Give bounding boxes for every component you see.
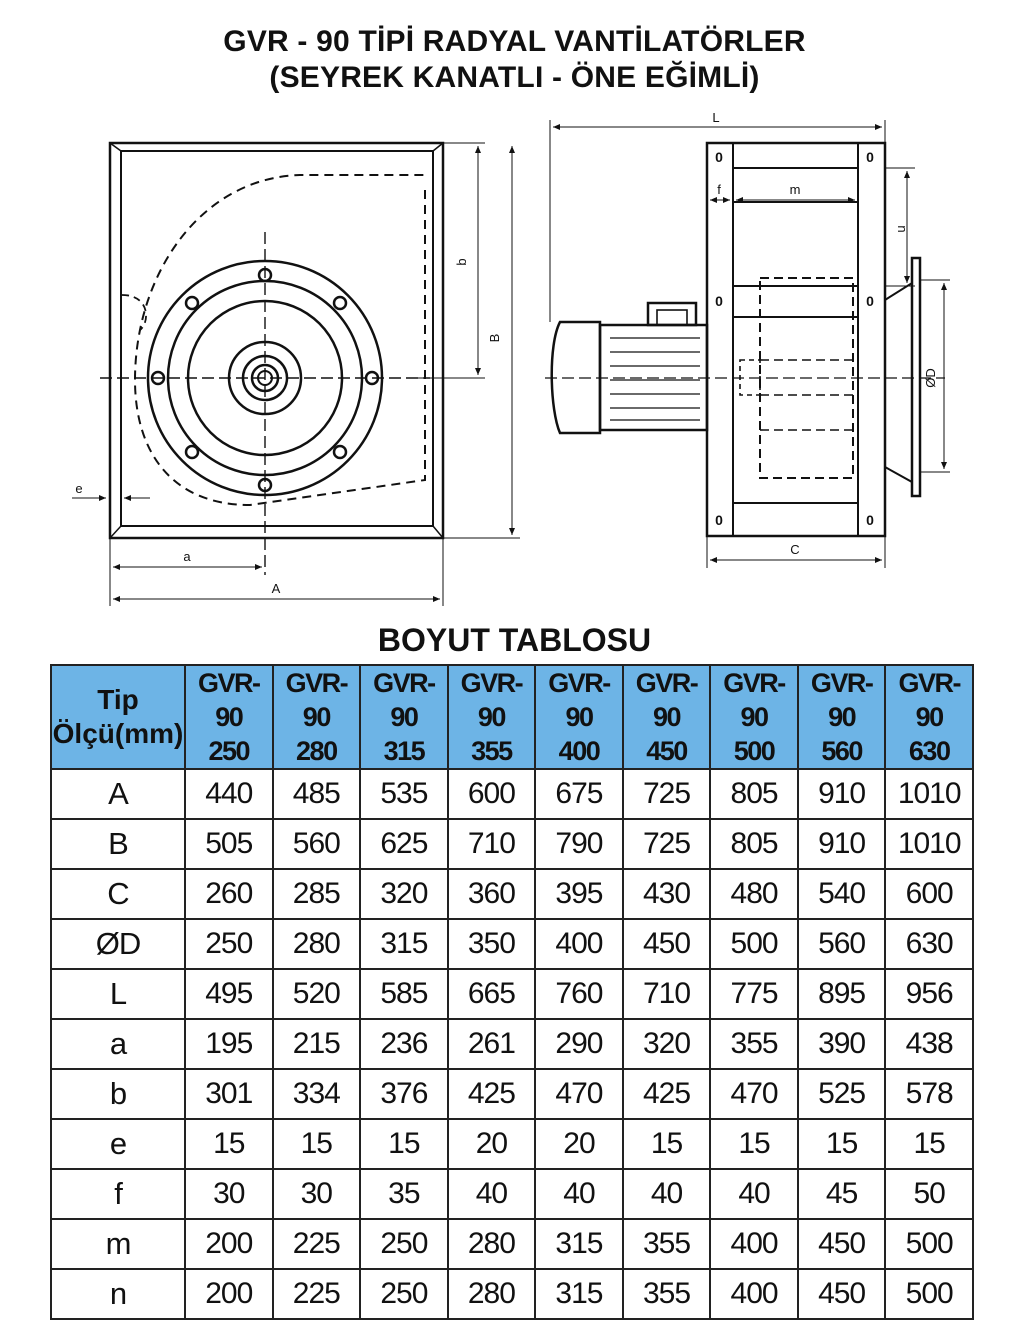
header-cell-model xyxy=(535,665,623,769)
table-cell: 395 xyxy=(535,869,623,919)
table-cell: 350 xyxy=(448,919,536,969)
table-cell: 285 xyxy=(273,869,361,919)
table-cell: 480 xyxy=(710,869,798,919)
table-row xyxy=(51,1269,973,1319)
header-cell-model xyxy=(448,665,536,769)
dim-b-label: b xyxy=(454,258,469,266)
table-cell: 895 xyxy=(798,969,886,1019)
table-header xyxy=(51,665,973,769)
model-size: 630 xyxy=(908,736,950,766)
table-cell: 15 xyxy=(710,1119,798,1169)
table-cell: 500 xyxy=(885,1269,973,1319)
bolt-marker: 0 xyxy=(866,149,874,165)
table-cell: 578 xyxy=(885,1069,973,1119)
model-name: GVR-90 xyxy=(548,668,610,732)
table-cell: 236 xyxy=(360,1019,448,1069)
dim-L-label: L xyxy=(712,110,720,125)
table-cell: 225 xyxy=(273,1269,361,1319)
table-cell: 560 xyxy=(798,919,886,969)
table-cell: 500 xyxy=(710,919,798,969)
model-name: GVR-90 xyxy=(285,668,348,732)
table-row xyxy=(51,869,973,919)
model-size: 250 xyxy=(208,736,250,766)
table-cell: 360 xyxy=(448,869,536,919)
dimension-table xyxy=(50,664,974,1320)
row-label: A xyxy=(51,769,185,819)
table-cell: 1010 xyxy=(885,819,973,869)
header-cell-model xyxy=(185,665,273,769)
table-row xyxy=(51,1219,973,1269)
header-cell-model xyxy=(798,665,886,769)
side-view xyxy=(545,120,950,568)
row-label: a xyxy=(51,1019,185,1069)
header-cell-model xyxy=(360,665,448,769)
table-cell: 280 xyxy=(448,1269,536,1319)
table-cell: 200 xyxy=(185,1219,273,1269)
table-body xyxy=(51,769,973,1319)
header-cell-model xyxy=(710,665,798,769)
table-cell: 600 xyxy=(885,869,973,919)
dim-e-label: e xyxy=(75,481,83,496)
table-cell: 425 xyxy=(623,1069,711,1119)
model-size: 450 xyxy=(646,736,687,766)
table-cell: 725 xyxy=(623,819,711,869)
table-cell: 280 xyxy=(448,1219,536,1269)
table-cell: 400 xyxy=(710,1219,798,1269)
table-cell: 376 xyxy=(360,1069,448,1119)
bolt-marker: 0 xyxy=(715,293,723,309)
table-cell: 540 xyxy=(798,869,886,919)
table-cell: 600 xyxy=(448,769,536,819)
table-cell: 30 xyxy=(273,1169,361,1219)
model-size: 355 xyxy=(471,736,512,766)
model-size: 500 xyxy=(733,736,775,766)
row-label: L xyxy=(51,969,185,1019)
model-name: GVR-90 xyxy=(810,668,873,732)
table-cell: 450 xyxy=(623,919,711,969)
model-size: 315 xyxy=(383,736,425,766)
bolt-marker: 0 xyxy=(866,293,874,309)
table-cell: 261 xyxy=(448,1019,536,1069)
table-cell: 40 xyxy=(535,1169,623,1219)
table-cell: 760 xyxy=(535,969,623,1019)
table-row xyxy=(51,969,973,1019)
table-cell: 355 xyxy=(623,1219,711,1269)
table-cell: 440 xyxy=(185,769,273,819)
table-cell: 15 xyxy=(273,1119,361,1169)
table-cell: 301 xyxy=(185,1069,273,1119)
row-label: e xyxy=(51,1119,185,1169)
table-row xyxy=(51,769,973,819)
table-cell: 505 xyxy=(185,819,273,869)
model-name: GVR-90 xyxy=(898,668,960,732)
front-view xyxy=(72,143,520,606)
header-unit-label: Ölçü(mm) xyxy=(52,718,184,749)
table-cell: 630 xyxy=(885,919,973,969)
table-cell: 20 xyxy=(448,1119,536,1169)
dim-n-label: n xyxy=(895,225,910,233)
row-label: b xyxy=(51,1069,185,1119)
table-cell: 805 xyxy=(710,819,798,869)
table-cell: 470 xyxy=(535,1069,623,1119)
bolt-marker: 0 xyxy=(715,512,723,528)
page-title: GVR - 90 TİPİ RADYAL VANTİLATÖRLER xyxy=(223,25,806,58)
table-cell: 525 xyxy=(798,1069,886,1119)
table-cell: 315 xyxy=(535,1269,623,1319)
table-cell: 520 xyxy=(273,969,361,1019)
model-name: GVR-90 xyxy=(198,668,260,732)
table-cell: 470 xyxy=(710,1069,798,1119)
table-cell: 1010 xyxy=(885,769,973,819)
table-cell: 30 xyxy=(185,1169,273,1219)
table-cell: 250 xyxy=(360,1219,448,1269)
table-row xyxy=(51,1169,973,1219)
table-cell: 910 xyxy=(798,769,886,819)
model-size: 280 xyxy=(296,736,337,766)
model-name: GVR-90 xyxy=(723,668,785,732)
table-cell: 15 xyxy=(885,1119,973,1169)
table-cell: 790 xyxy=(535,819,623,869)
table-row xyxy=(51,819,973,869)
table-cell: 15 xyxy=(185,1119,273,1169)
table-row xyxy=(51,1069,973,1119)
table-cell: 450 xyxy=(798,1219,886,1269)
table-cell: 805 xyxy=(710,769,798,819)
table-cell: 450 xyxy=(798,1269,886,1319)
table-cell: 585 xyxy=(360,969,448,1019)
row-label: C xyxy=(51,869,185,919)
dim-f-label: f xyxy=(717,182,721,197)
table-cell: 625 xyxy=(360,819,448,869)
model-name: GVR-90 xyxy=(373,668,435,732)
table-cell: 355 xyxy=(623,1269,711,1319)
table-row xyxy=(51,1119,973,1169)
table-cell: 438 xyxy=(885,1019,973,1069)
table-cell: 665 xyxy=(448,969,536,1019)
dim-B-label: B xyxy=(487,333,502,343)
technical-drawing xyxy=(0,0,1029,620)
table-cell: 320 xyxy=(623,1019,711,1069)
table-cell: 20 xyxy=(535,1119,623,1169)
table-cell: 675 xyxy=(535,769,623,819)
table-cell: 334 xyxy=(273,1069,361,1119)
header-cell-model xyxy=(273,665,361,769)
row-label: n xyxy=(51,1269,185,1319)
row-label: f xyxy=(51,1169,185,1219)
header-row xyxy=(51,665,973,769)
dim-C-label: C xyxy=(790,542,800,557)
table-cell: 710 xyxy=(448,819,536,869)
header-cell-model xyxy=(885,665,973,769)
table-cell: 355 xyxy=(710,1019,798,1069)
table-cell: 15 xyxy=(360,1119,448,1169)
bolt-marker: 0 xyxy=(866,512,874,528)
table-cell: 400 xyxy=(535,919,623,969)
table-cell: 535 xyxy=(360,769,448,819)
table-cell: 710 xyxy=(623,969,711,1019)
row-label: ØD xyxy=(51,919,185,969)
table-cell: 425 xyxy=(448,1069,536,1119)
table-row xyxy=(51,919,973,969)
table-cell: 315 xyxy=(360,919,448,969)
model-size: 400 xyxy=(558,736,600,766)
table-cell: 195 xyxy=(185,1019,273,1069)
table-cell: 390 xyxy=(798,1019,886,1069)
table-cell: 45 xyxy=(798,1169,886,1219)
table-cell: 215 xyxy=(273,1019,361,1069)
model-name: GVR-90 xyxy=(635,668,698,732)
header-type-label: Tip xyxy=(97,684,139,715)
table-row xyxy=(51,1019,973,1069)
table-cell: 250 xyxy=(360,1269,448,1319)
row-label: B xyxy=(51,819,185,869)
table-cell: 400 xyxy=(710,1269,798,1319)
bolt-marker: 0 xyxy=(715,149,723,165)
table-title: BOYUT TABLOSU xyxy=(377,622,652,658)
table-cell: 485 xyxy=(273,769,361,819)
table-cell: 35 xyxy=(360,1169,448,1219)
model-name: GVR-90 xyxy=(460,668,523,732)
dim-D-label: ØD xyxy=(923,368,938,388)
dim-a-label: a xyxy=(183,549,191,564)
table-cell: 290 xyxy=(535,1019,623,1069)
table-cell: 40 xyxy=(623,1169,711,1219)
table-cell: 15 xyxy=(623,1119,711,1169)
dim-m-label: m xyxy=(789,182,801,197)
table-cell: 315 xyxy=(535,1219,623,1269)
table-cell: 560 xyxy=(273,819,361,869)
table-cell: 495 xyxy=(185,969,273,1019)
table-cell: 280 xyxy=(273,919,361,969)
table-cell: 725 xyxy=(623,769,711,819)
header-cell-model xyxy=(623,665,711,769)
table-cell: 320 xyxy=(360,869,448,919)
table-cell: 250 xyxy=(185,919,273,969)
table-cell: 956 xyxy=(885,969,973,1019)
table-cell: 40 xyxy=(710,1169,798,1219)
row-label: m xyxy=(51,1219,185,1269)
table-cell: 50 xyxy=(885,1169,973,1219)
table-cell: 500 xyxy=(885,1219,973,1269)
table-cell: 40 xyxy=(448,1169,536,1219)
table-cell: 910 xyxy=(798,819,886,869)
page-subtitle: (SEYREK KANATLI - ÖNE EĞİMLİ) xyxy=(269,61,760,94)
table-cell: 775 xyxy=(710,969,798,1019)
table-cell: 200 xyxy=(185,1269,273,1319)
table-cell: 225 xyxy=(273,1219,361,1269)
table-cell: 430 xyxy=(623,869,711,919)
dim-A-label: A xyxy=(271,581,281,596)
table-cell: 260 xyxy=(185,869,273,919)
model-size: 560 xyxy=(821,736,862,766)
header-cell-type xyxy=(51,665,185,769)
table-cell: 15 xyxy=(798,1119,886,1169)
